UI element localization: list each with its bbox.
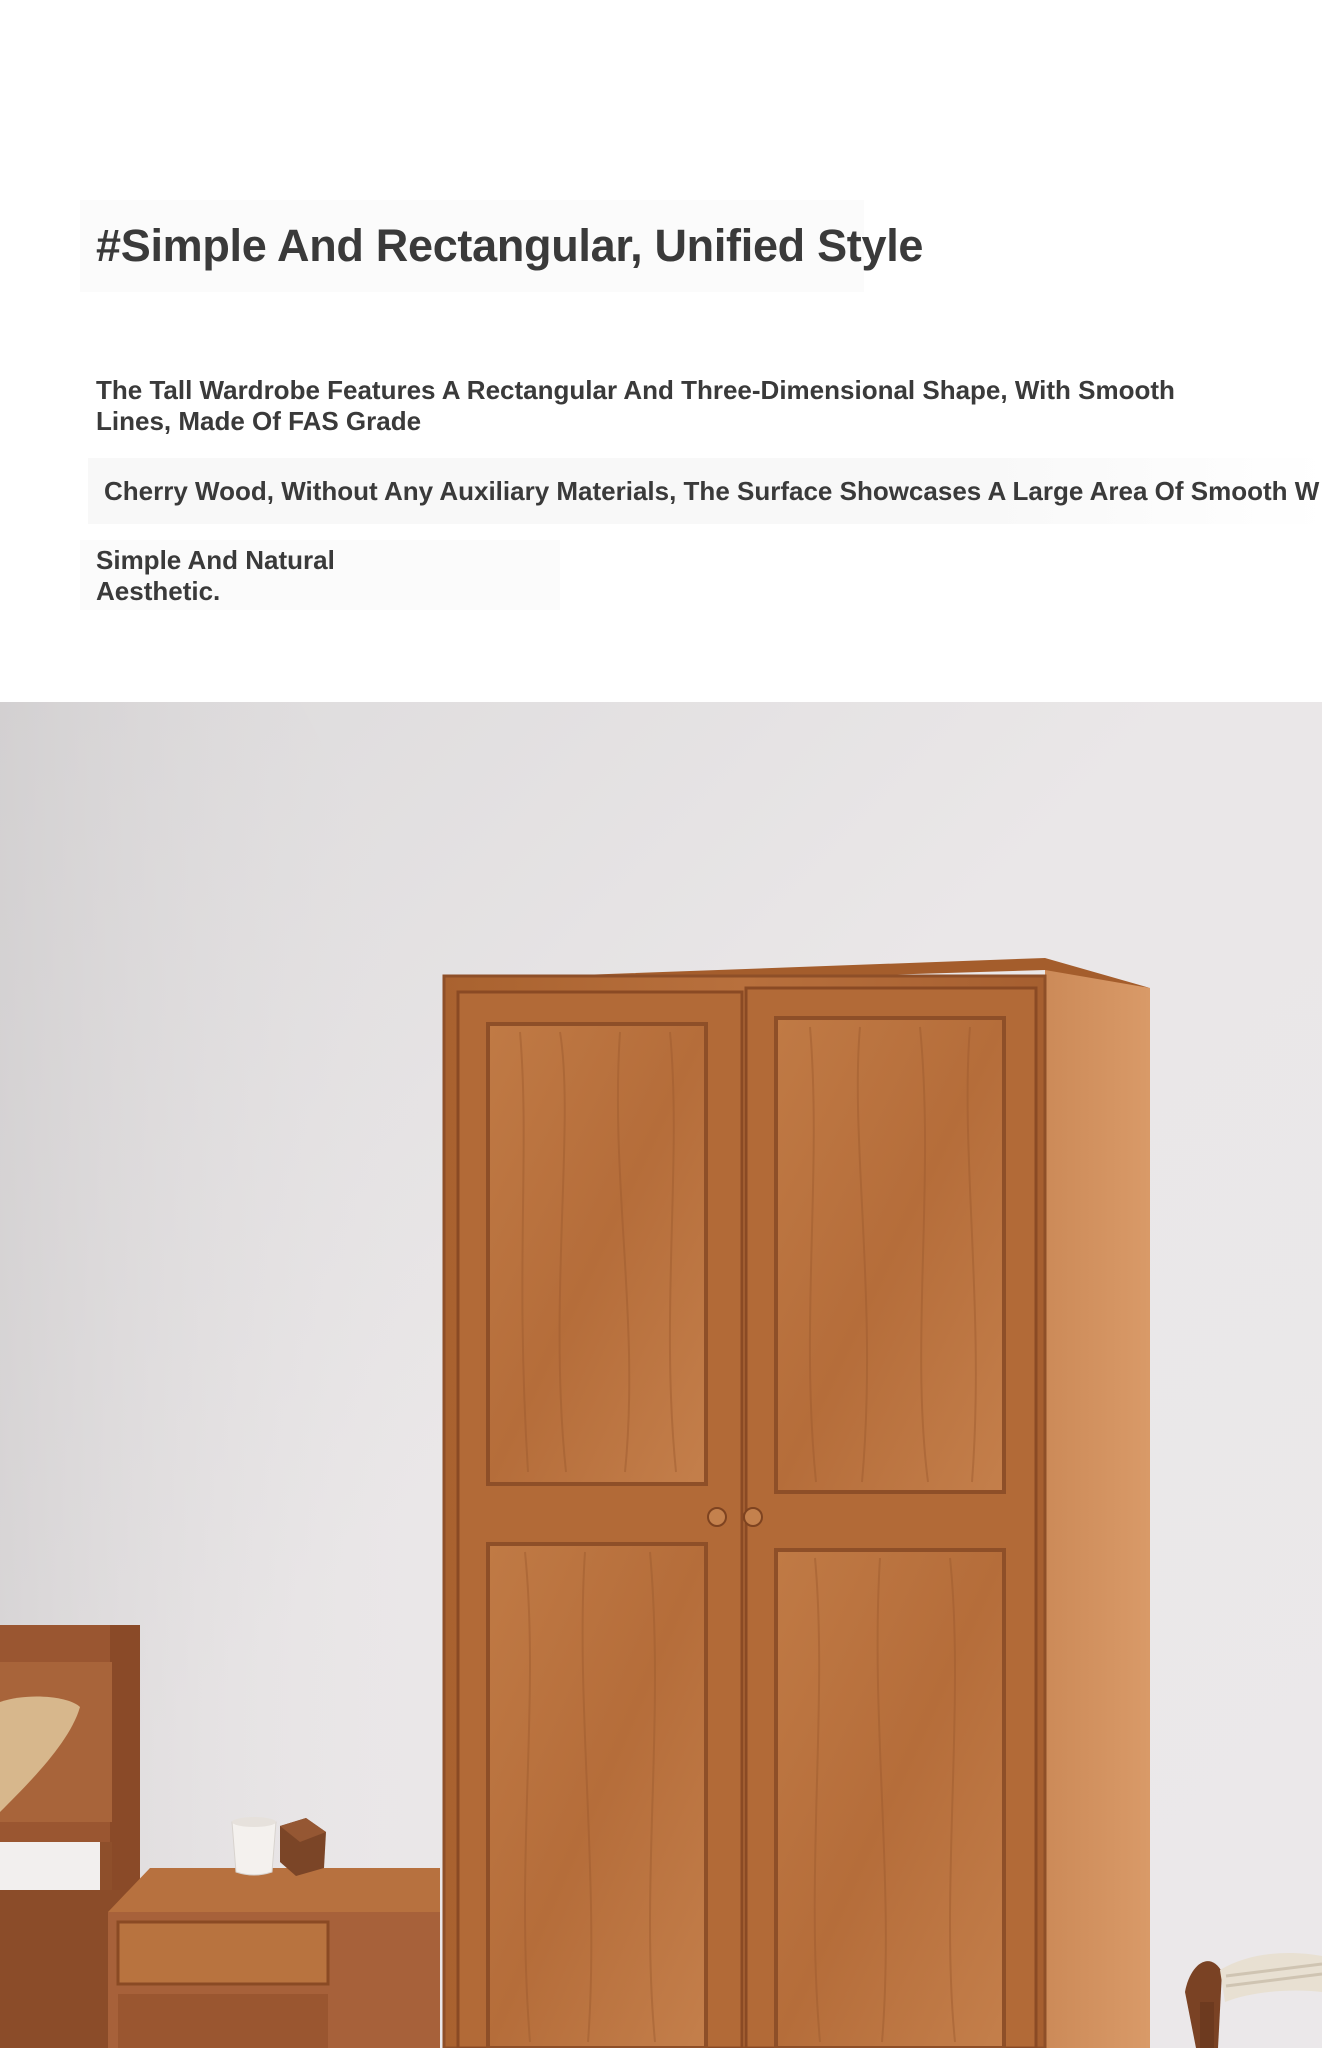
panel-upper-right: [776, 1018, 1004, 1492]
description-line-2: Cherry Wood, Without Any Auxiliary Materials, The Surface Showcases A Large Area Of Smooth W: [88, 458, 1322, 524]
description-line-3: [80, 540, 560, 610]
description-line-1: The Tall Wardrobe Features A Rectangular And Three-Dimensional Shape, With Smooth Lines, Made Of FAS Grade: [80, 370, 1225, 440]
nightstand: [108, 1868, 440, 2048]
description-line-3a: Simple And Natural: [96, 545, 335, 575]
right-knob: [744, 1508, 762, 1526]
panel-lower-right: [776, 1550, 1004, 2048]
left-knob: [708, 1508, 726, 1526]
wardrobe-side: [1045, 964, 1150, 2048]
description-line-3b: Aesthetic.: [96, 576, 221, 606]
cup: [232, 1817, 276, 1875]
section-heading: #Simple And Rectangular, Unified Style: [80, 200, 864, 292]
product-photo: [0, 702, 1322, 2048]
panel-lower-left: [488, 1544, 706, 2048]
